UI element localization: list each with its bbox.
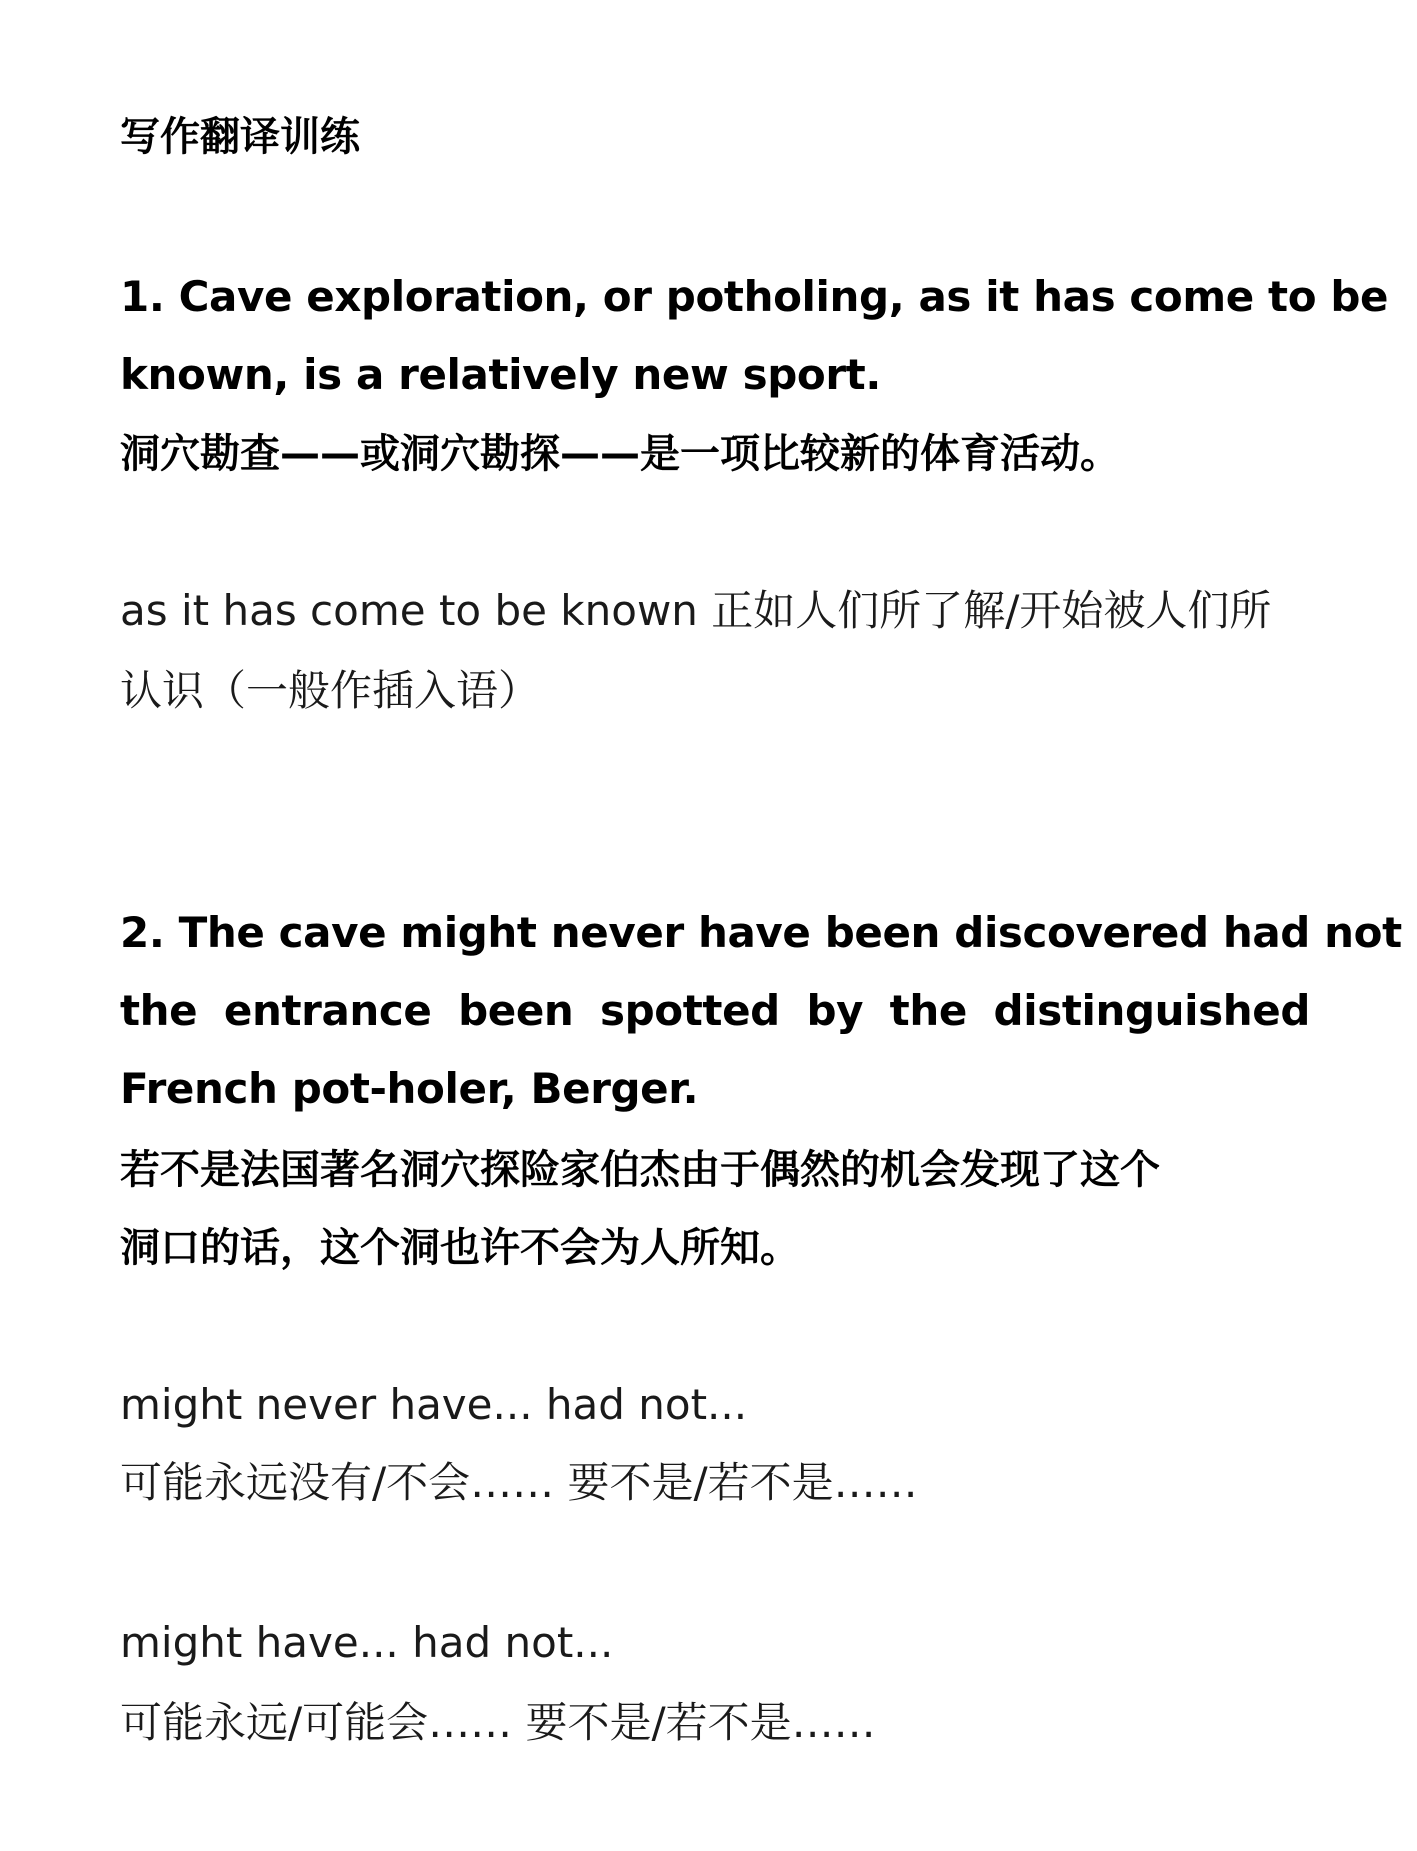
item2-note2-english: might have... had not... <box>120 1618 614 1667</box>
item1-note-line2: 认识（一般作插入语） <box>120 666 541 715</box>
item1-english-line2: known, is a relatively new sport. <box>120 350 881 399</box>
item1-chinese-translation: 洞穴勘查——或洞穴勘探——是一项比较新的体育活动。 <box>120 431 1120 477</box>
item1-note-line1: as it has come to be known 正如人们所了解/开始被人们所 <box>120 586 1272 635</box>
item2-note1-chinese: 可能永远没有/不会…… 要不是/若不是…… <box>120 1458 918 1507</box>
item1-english-line1: 1. Cave exploration, or potholing, as it has come to be <box>120 272 1389 321</box>
item2-english-line2: the entrance been spotted by the distinguished <box>120 986 1310 1035</box>
page-title: 写作翻译训练 <box>120 114 360 160</box>
item2-english-line3: French pot-holer, Berger. <box>120 1064 699 1113</box>
item2-note1-english: might never have... had not... <box>120 1380 748 1429</box>
item2-chinese-line1: 若不是法国著名洞穴探险家伯杰由于偶然的机会发现了这个 <box>120 1147 1160 1193</box>
item2-note2-chinese: 可能永远/可能会…… 要不是/若不是…… <box>120 1698 876 1747</box>
item2-chinese-line2: 洞口的话，这个洞也许不会为人所知。 <box>120 1225 800 1271</box>
item2-english-line1: 2. The cave might never have been discovered had not <box>120 908 1402 957</box>
